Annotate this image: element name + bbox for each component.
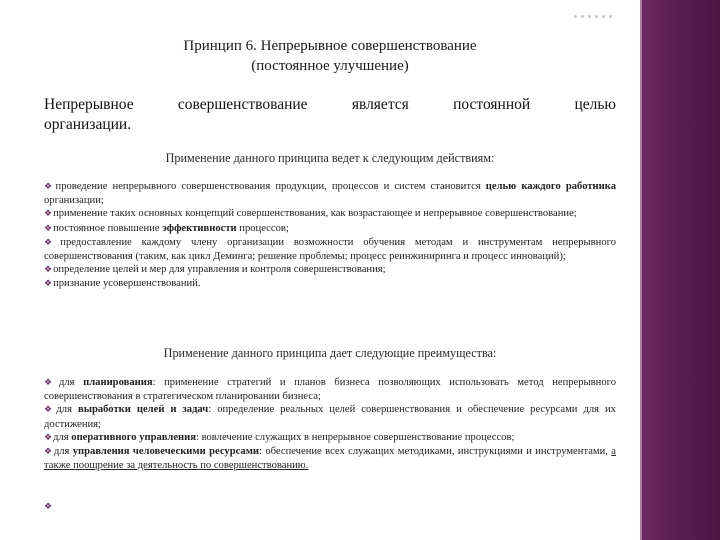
- decorative-dots: [574, 15, 612, 18]
- bullet-icon: ❖: [44, 279, 53, 290]
- underlined-phrase: а также поощрение за деятельность по совершенствованию.: [44, 446, 616, 472]
- bullet-icon: ❖: [44, 265, 53, 276]
- list-item: [44, 207, 616, 221]
- list-item: [44, 222, 616, 236]
- item-emphasis: целью каждого работника: [485, 181, 616, 192]
- item-text: для: [59, 377, 84, 388]
- list-item: [44, 445, 616, 472]
- item-emphasis: эффективности: [162, 222, 237, 234]
- bullet-icon: ❖: [44, 223, 53, 234]
- section-2-list: [44, 376, 616, 472]
- item-emphasis: оперативного управления: [71, 431, 196, 443]
- section-1-list: [44, 180, 616, 292]
- bullet-icon: ❖: [44, 405, 56, 416]
- slide-title: [70, 36, 590, 76]
- item-text-tail: : вовлечение служащих в непрерывное совершенствование процессов;: [195, 431, 515, 443]
- item-text: применение таких основных концепций совершенствования, как возрастающее и непрерывное совершенствование;: [53, 208, 577, 220]
- lead-word: постоянной: [453, 96, 531, 113]
- bullet-icon: ❖: [44, 432, 53, 443]
- item-text: для: [53, 431, 72, 443]
- bullet-icon: ❖: [44, 237, 60, 248]
- title-line-2: (постоянное улучшение): [251, 58, 409, 74]
- section-2-heading: Применение данного принципа дает следующие преимущества:: [163, 346, 497, 360]
- item-text: признание усовершенствований.: [53, 278, 201, 290]
- item-text-tail: процессов;: [236, 222, 289, 234]
- item-text: для: [56, 404, 78, 416]
- item-text: предоставление каждому члену организации возможности обучения методам и инструментам непрерывного совершенствования (таким, как цикл Деминга; решение проблемы; процесс реинжиниринга и процесс инноваций);: [44, 236, 616, 263]
- item-emphasis: планирования: [83, 377, 153, 388]
- lead-word: целью: [574, 96, 616, 113]
- item-emphasis: управления человеческими ресурсами: [72, 446, 260, 458]
- item-text-tail: : применение стратегий и планов бизнеса позволяющих использовать метод непрерывного совершенствования в стратегическом планировании бизнеса;: [44, 377, 616, 403]
- list-item: [44, 403, 616, 430]
- item-text: проведение непрерывного совершенствования продукции, процессов и систем становится: [55, 181, 486, 192]
- item-text-tail: организации;: [44, 195, 104, 207]
- lead-paragraph: [44, 95, 616, 135]
- item-text: постоянное повышение: [53, 222, 163, 234]
- lead-word: Непрерывное: [44, 96, 134, 113]
- bullet-icon: ❖: [44, 447, 53, 458]
- item-text-tail: : обеспечение всех служащих методиками, инструкциями и инструментами, а также поощрение за деятельность по совершенствованию.: [44, 446, 616, 472]
- item-emphasis: выработки целей и задач: [77, 404, 209, 416]
- list-item: [44, 263, 616, 277]
- decorative-side-band: [640, 0, 720, 540]
- list-item: [44, 236, 616, 263]
- lead-word: является: [351, 96, 409, 113]
- item-text: определение целей и мер для управления и контроля совершенствования;: [53, 264, 386, 276]
- empty-bullet-line: [44, 500, 616, 514]
- list-item: [44, 376, 616, 403]
- item-text-tail: : определение реальных целей совершенствования и обеспечение ресурсами для их достижения;: [44, 404, 616, 430]
- item-text: для: [53, 446, 73, 458]
- section-1-heading: Применение данного принципа ведет к следующим действиям:: [165, 151, 495, 165]
- bullet-icon: ❖: [44, 182, 55, 192]
- bullet-icon: ❖: [44, 502, 53, 512]
- list-item: [44, 180, 616, 207]
- bullet-icon: ❖: [44, 209, 53, 220]
- list-item: [44, 431, 616, 445]
- bullet-icon: ❖: [44, 378, 58, 388]
- lead-word: совершенствование: [177, 96, 308, 113]
- list-item: [44, 277, 616, 291]
- lead-line-2: организации.: [44, 116, 132, 133]
- title-line-1: Принцип 6. Непрерывное совершенствование: [183, 38, 477, 54]
